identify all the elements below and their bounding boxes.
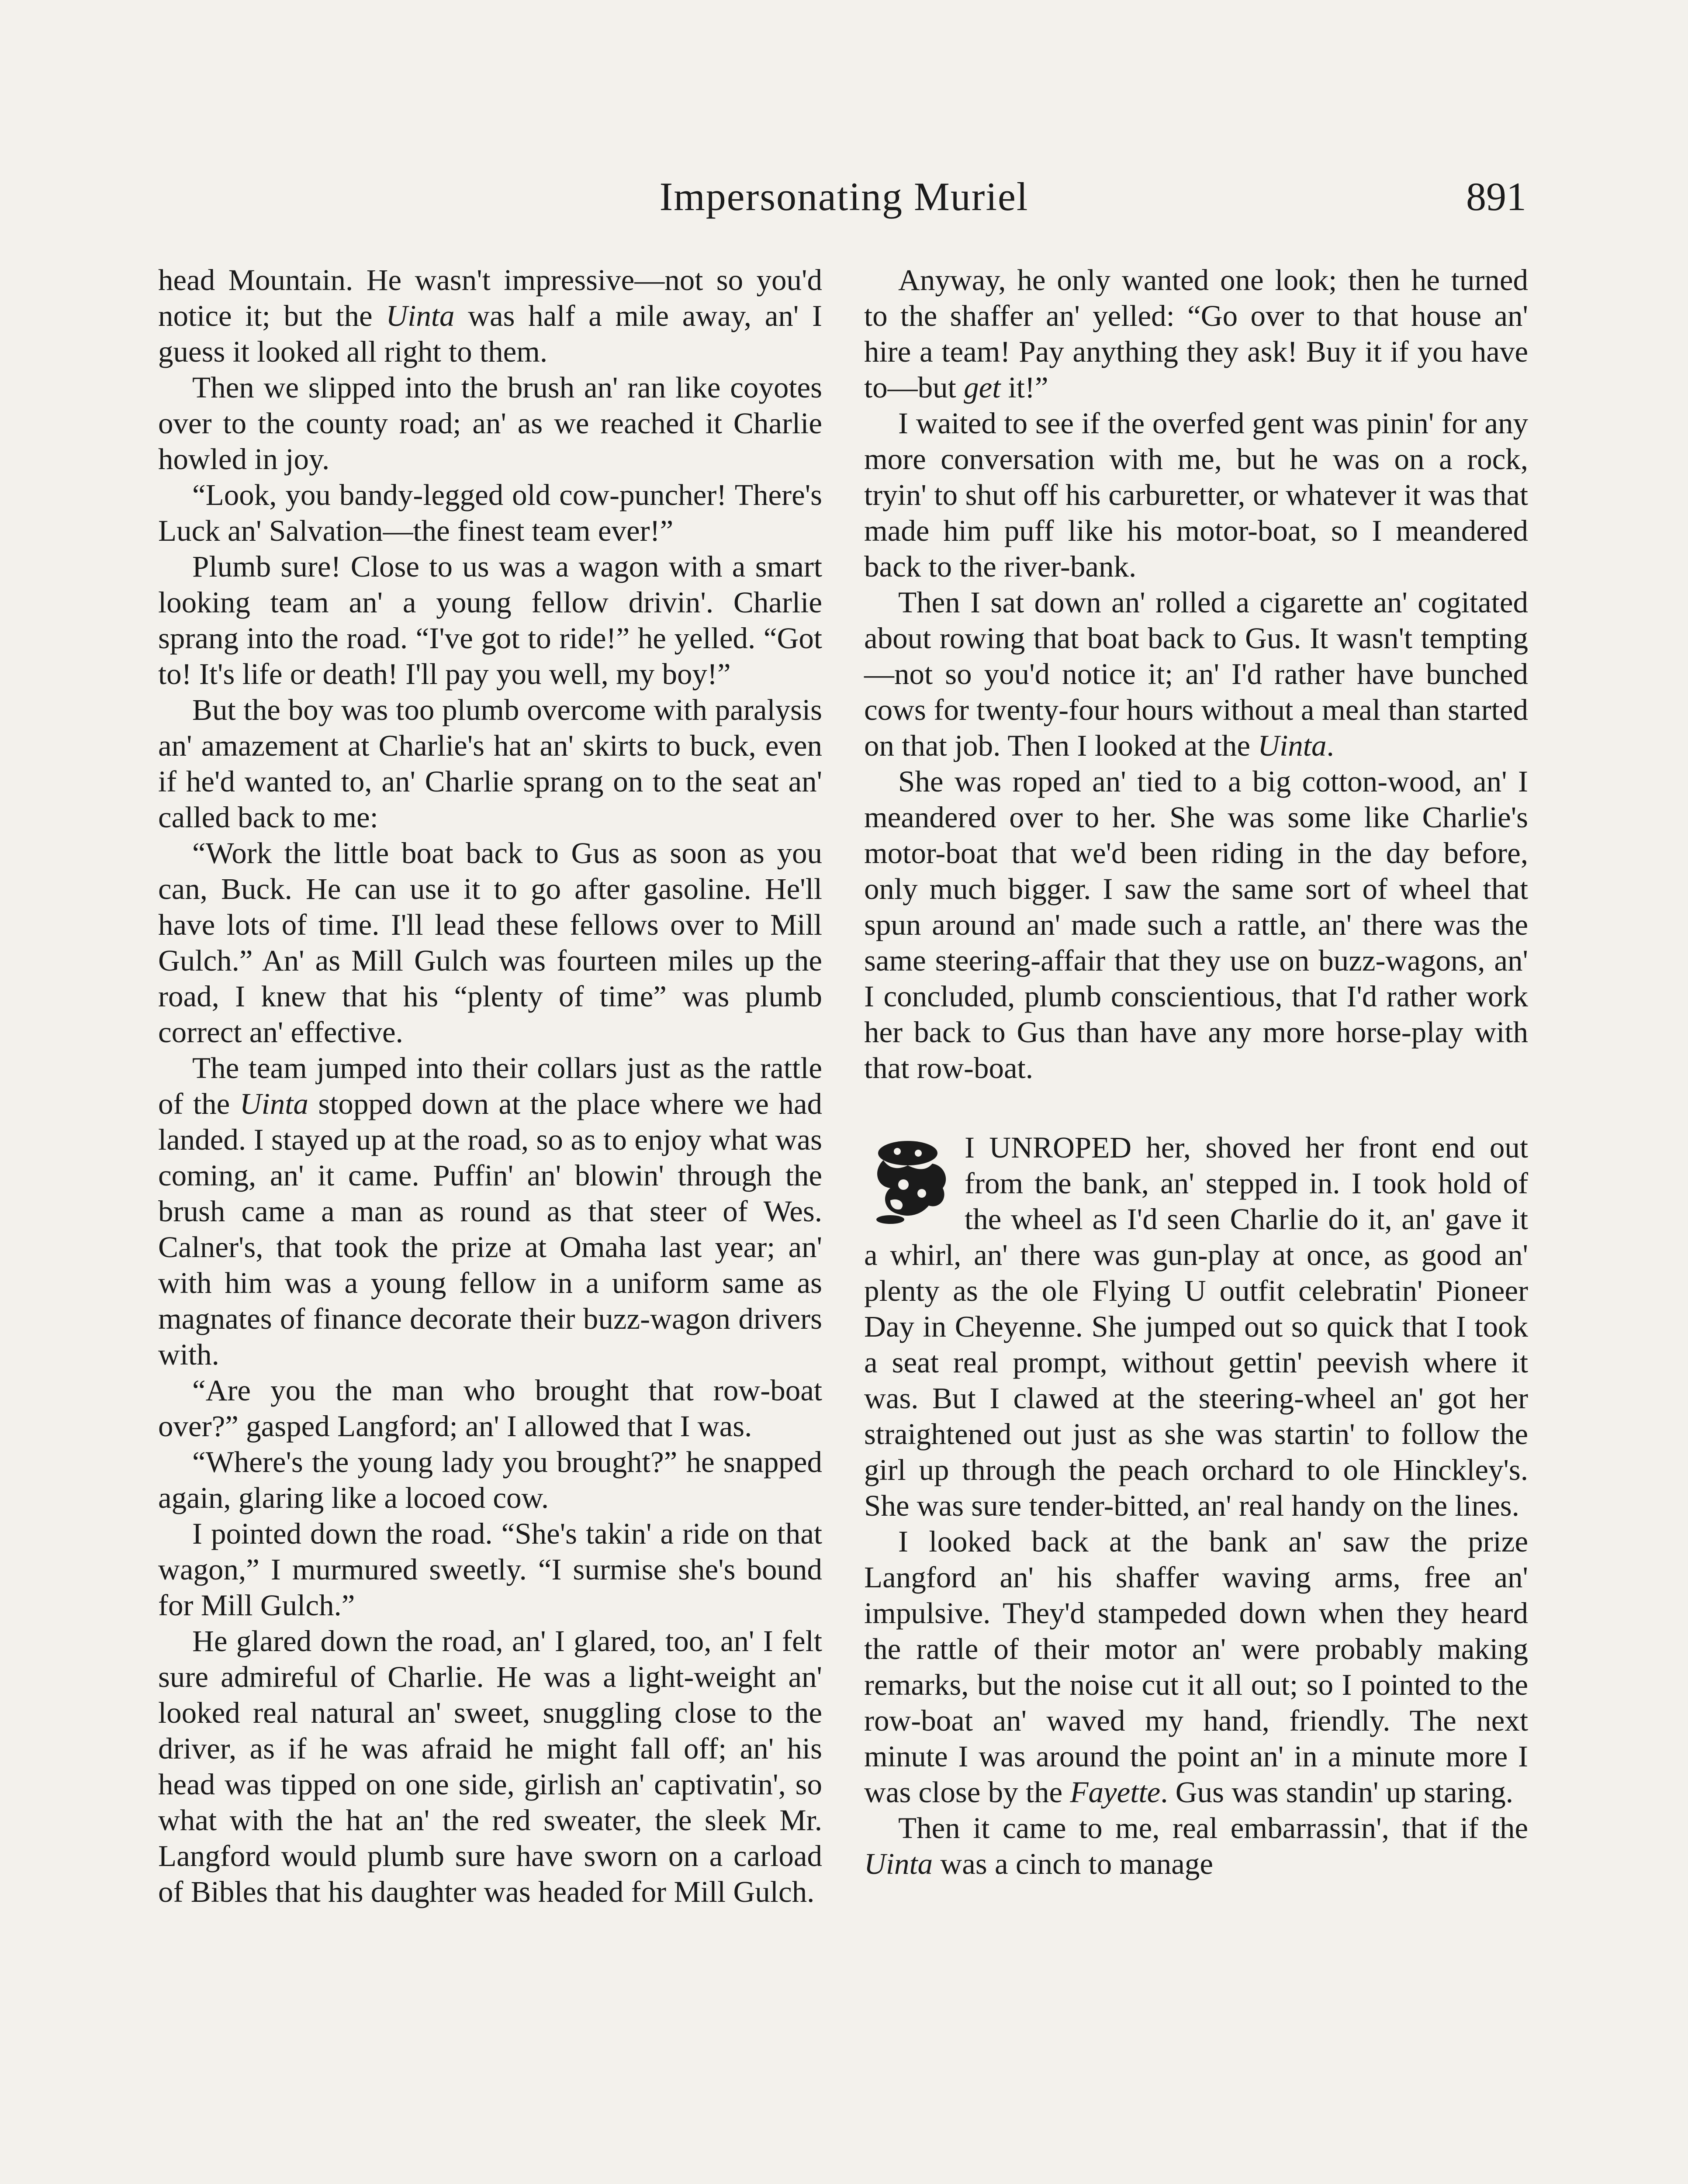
text-run: I waited to see if the overfed gent was pinin' for any more conversation with me, but he was on a rock, tryin' to shut off his carburetter, or whatever it was that made him puff like his motor-boat, so I meandered back to the river-bank.: [864, 407, 1528, 583]
paragraph: [158, 1372, 822, 1444]
paragraph: [864, 262, 1528, 405]
text-run: Then we slipped into the brush an' ran like coyotes over to the county road; an' as we reached it Charlie howled in joy.: [158, 371, 822, 476]
ornamental-dropcap-icon: [864, 1134, 951, 1226]
running-head: [0, 170, 1688, 223]
italic-text: Fayette: [1070, 1776, 1161, 1809]
text-run: was half a mile away, an' I guess it looked all right to them.: [158, 299, 822, 368]
section-break: [864, 1086, 1528, 1130]
text-run: I UNROPED her, shoved her front end out from the bank, an' stepped in. I took hold of the wheel as I'd seen Charlie do it, an' gave it a whirl, an' there was gun-play at once, as good an' plenty as the ole Flying U outfit celebratin' Pioneer Day in Cheyenne. She jumped out so quick that I took a seat real prompt, without gettin' peevish where it was. But I clawed at the steering-wheel an' got her straightened out just as she was startin' to follow the girl up through the peach orchard to ole Hinckley's. She was sure tender-bitted, an' real handy on the lines.: [864, 1131, 1528, 1522]
paragraph: [864, 405, 1528, 584]
text-run: head Mountain. He wasn't impressive—not so you'd notice it; but the: [158, 263, 822, 332]
left-column: [158, 262, 822, 1910]
paragraph: [864, 764, 1528, 1086]
text-run: was a cinch to manage: [933, 1847, 1213, 1880]
right-column-upper: [864, 262, 1528, 1086]
text-run: I pointed down the road. “She's takin' a ride on that wagon,” I murmured sweetly. “I surmise she's bound for Mill Gulch.”: [158, 1517, 822, 1622]
italic-text: get: [964, 371, 1001, 404]
italic-text: Uinta: [386, 299, 455, 332]
text-run: I looked back at the bank an' saw the prize Langford an' his shaffer waving arms, free an' impulsive. They'd stampeded down when they heard the rattle of their motor an' were probably making remarks, but the noise cut it all out; so I pointed to the row-boat an' waved my hand, friendly. The next minute I was around the point an' in a minute more I was close by the: [864, 1525, 1528, 1809]
italic-text: Uinta: [1258, 729, 1327, 762]
text-run: But the boy was too plumb overcome with paralysis an' amazement at Charlie's hat an' skirts to buck, even if he'd wanted to, an' Charlie sprang on to the seat an' called back to me:: [158, 693, 822, 834]
paragraph: [158, 370, 822, 477]
paragraph: [158, 1623, 822, 1910]
italic-text: Uinta: [239, 1087, 308, 1120]
paragraph: [158, 835, 822, 1050]
text-run: “Are you the man who brought that row-boat over?” gasped Langford; an' I allowed that I was.: [158, 1374, 822, 1443]
paragraph: [864, 1524, 1528, 1810]
text-run: Anyway, he only wanted one look; then he turned to the shaffer an' yelled: “Go over to that house an' hire a team! Pay anything they ask! Buy it if you have to—but: [864, 263, 1528, 404]
text-run: Then it came to me, real embarrassin', that if the: [898, 1811, 1528, 1845]
text-run: Plumb sure! Close to us was a wagon with a smart looking team an' a young fellow drivin'. Charlie sprang into the road. “I've got to ride!” he yelled. “Got to! It's life or death! I'll pay you well, my boy!”: [158, 550, 822, 691]
paragraph: [158, 477, 822, 549]
text-run: “Work the little boat back to Gus as soon as you can, Buck. He can use it to go after gasoline. He'll have lots of time. I'll lead these fellows over to Mill Gulch.” An' as Mill Gulch was fourteen miles up the road, I knew that his “plenty of time” was plumb correct an' effective.: [158, 836, 822, 1049]
italic-text: Uinta: [864, 1847, 933, 1880]
paragraph: [864, 1810, 1528, 1882]
text-run: .: [1326, 729, 1334, 762]
text-run: She was roped an' tied to a big cotton-wood, an' I meandered over to her. She was some like Charlie's motor-boat that we'd been riding in the day before, only much bigger. I saw the same sort of wheel that spun around an' made such a rattle, an' there was the same steering-affair that they use on buzz-wagons, an' I concluded, plumb conscientious, that I'd rather work her back to Gus than have any more horse-play with that row-boat.: [864, 765, 1528, 1085]
paragraph: [158, 692, 822, 835]
text-run: “Look, you bandy-legged old cow-puncher! There's Luck an' Salvation—the finest team ever!”: [158, 478, 822, 547]
text-run: stopped down at the place where we had landed. I stayed up at the road, so as to enjoy what was coming, an' it came. Puffin' an' blowin' through the brush came a man as round as that steer of Wes. Calner's, that took the prize at Omaha last year; an' with him was a young fellow in a uniform same as magnates of finance decorate their buzz-wagon drivers with.: [158, 1087, 822, 1371]
right-column: [864, 262, 1528, 1882]
text-run: Then I sat down an' rolled a cigarette an' cogitated about rowing that boat back to Gus. It wasn't tempting—not so you'd notice it; an' I'd rather have bunched cows for twenty-four hours without a meal than started on that job. Then I looked at the: [864, 586, 1528, 762]
paragraph: [158, 549, 822, 692]
text-run: . Gus was standin' up staring.: [1160, 1776, 1514, 1809]
page-number: 891: [1466, 174, 1526, 219]
paragraph: [158, 262, 822, 370]
text-run: it!”: [1000, 371, 1048, 404]
dropcap-paragraph: [864, 1130, 1528, 1524]
text-run: The team jumped into their collars just as the rattle of the: [158, 1051, 822, 1120]
text-run: “Where's the young lady you brought?” he snapped again, glaring like a locoed cow.: [158, 1445, 822, 1514]
paragraph: [158, 1516, 822, 1623]
right-column-lower: [864, 1524, 1528, 1882]
paragraph: [864, 584, 1528, 764]
running-title: Impersonating Muriel: [659, 174, 1029, 219]
paragraph: [158, 1050, 822, 1372]
text-run: He glared down the road, an' I glared, too, an' I felt sure admireful of Charlie. He was a light-weight an' looked real natural an' sweet, snuggling close to the driver, as if he was afraid he might fall off; an' his head was tipped on one side, girlish an' captivatin', so what with the hat an' the red sweater, the sleek Mr. Langford would plumb sure have sworn on a carload of Bibles that his daughter was headed for Mill Gulch.: [158, 1624, 822, 1908]
paragraph: [158, 1444, 822, 1516]
